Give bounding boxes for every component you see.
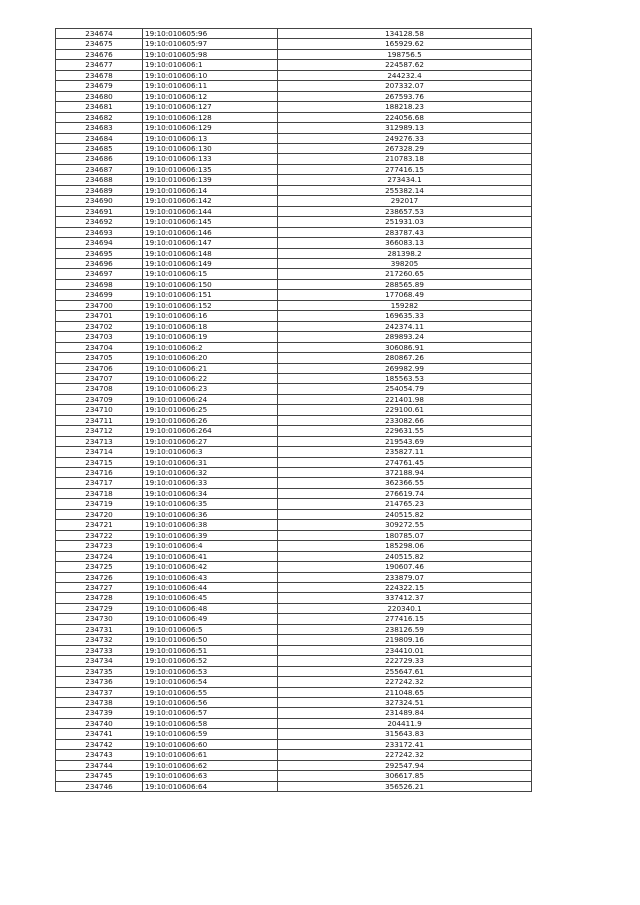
cadastral-value-cell: 327324.51 bbox=[278, 698, 532, 708]
cadastral-number-cell: 19:10:010606:48 bbox=[143, 603, 278, 613]
row-id-cell: 234713 bbox=[56, 436, 143, 446]
cadastral-value-cell: 255382.14 bbox=[278, 185, 532, 195]
cadastral-number-cell: 19:10:010606:41 bbox=[143, 551, 278, 561]
row-id-cell: 234733 bbox=[56, 645, 143, 655]
cadastral-value-cell: 255647.61 bbox=[278, 666, 532, 676]
cadastral-number-cell: 19:10:010606:5 bbox=[143, 624, 278, 634]
table-row bbox=[56, 196, 532, 206]
cadastral-value-cell: 274761.45 bbox=[278, 457, 532, 467]
row-id-cell: 234746 bbox=[56, 781, 143, 791]
cadastral-value-cell: 251931.03 bbox=[278, 217, 532, 227]
table-row bbox=[56, 593, 532, 603]
cadastral-number-cell: 19:10:010606:264 bbox=[143, 426, 278, 436]
row-id-cell: 234676 bbox=[56, 49, 143, 59]
row-id-cell: 234710 bbox=[56, 405, 143, 415]
cadastral-number-cell: 19:10:010606:149 bbox=[143, 258, 278, 268]
cadastral-value-cell: 238657.53 bbox=[278, 206, 532, 216]
cadastral-number-cell: 19:10:010606:1 bbox=[143, 60, 278, 70]
cadastral-number-cell: 19:10:010606:61 bbox=[143, 750, 278, 760]
cadastral-number-cell: 19:10:010606:27 bbox=[143, 436, 278, 446]
cadastral-value-cell: 210783.18 bbox=[278, 154, 532, 164]
table-row bbox=[56, 541, 532, 551]
cadastral-value-cell: 224587.62 bbox=[278, 60, 532, 70]
row-id-cell: 234743 bbox=[56, 750, 143, 760]
row-id-cell: 234679 bbox=[56, 81, 143, 91]
cadastral-number-cell: 19:10:010606:144 bbox=[143, 206, 278, 216]
row-id-cell: 234719 bbox=[56, 499, 143, 509]
row-id-cell: 234699 bbox=[56, 290, 143, 300]
cadastral-number-cell: 19:10:010606:64 bbox=[143, 781, 278, 791]
cadastral-number-cell: 19:10:010606:16 bbox=[143, 311, 278, 321]
row-id-cell: 234702 bbox=[56, 321, 143, 331]
cadastral-value-cell: 309272.55 bbox=[278, 520, 532, 530]
row-id-cell: 234740 bbox=[56, 718, 143, 728]
cadastral-value-cell: 165929.62 bbox=[278, 39, 532, 49]
cadastral-number-cell: 19:10:010606:52 bbox=[143, 656, 278, 666]
cadastral-value-cell: 221401.98 bbox=[278, 394, 532, 404]
cadastral-value-cell: 289893.24 bbox=[278, 332, 532, 342]
table-row bbox=[56, 520, 532, 530]
cadastral-value-cell: 269982.99 bbox=[278, 363, 532, 373]
cadastral-value-cell: 185298.06 bbox=[278, 541, 532, 551]
cadastral-number-cell: 19:10:010606:145 bbox=[143, 217, 278, 227]
cadastral-value-cell: 242374.11 bbox=[278, 321, 532, 331]
cadastral-value-cell: 267593.76 bbox=[278, 91, 532, 101]
cadastral-number-cell: 19:10:010606:128 bbox=[143, 112, 278, 122]
row-id-cell: 234732 bbox=[56, 635, 143, 645]
cadastral-number-cell: 19:10:010606:60 bbox=[143, 739, 278, 749]
cadastral-value-cell: 159282 bbox=[278, 300, 532, 310]
row-id-cell: 234698 bbox=[56, 279, 143, 289]
table-row bbox=[56, 468, 532, 478]
table-row bbox=[56, 112, 532, 122]
cadastral-value-cell: 227242.32 bbox=[278, 677, 532, 687]
table-row bbox=[56, 551, 532, 561]
row-id-cell: 234691 bbox=[56, 206, 143, 216]
table-row bbox=[56, 321, 532, 331]
cadastral-number-cell: 19:10:010606:43 bbox=[143, 572, 278, 582]
row-id-cell: 234688 bbox=[56, 175, 143, 185]
cadastral-number-cell: 19:10:010606:39 bbox=[143, 530, 278, 540]
cadastral-value-cell: 362366.55 bbox=[278, 478, 532, 488]
table-row bbox=[56, 750, 532, 760]
cadastral-value-cell: 267328.29 bbox=[278, 143, 532, 153]
row-id-cell: 234708 bbox=[56, 384, 143, 394]
cadastral-value-cell: 315643.83 bbox=[278, 729, 532, 739]
table-row bbox=[56, 49, 532, 59]
row-id-cell: 234680 bbox=[56, 91, 143, 101]
cadastral-value-cell: 244232.4 bbox=[278, 70, 532, 80]
table-row bbox=[56, 154, 532, 164]
row-id-cell: 234682 bbox=[56, 112, 143, 122]
cadastral-value-cell: 217260.65 bbox=[278, 269, 532, 279]
cadastral-number-cell: 19:10:010606:139 bbox=[143, 175, 278, 185]
cadastral-number-cell: 19:10:010605:96 bbox=[143, 29, 278, 39]
cadastral-number-cell: 19:10:010606:38 bbox=[143, 520, 278, 530]
table-row bbox=[56, 781, 532, 791]
cadastral-number-cell: 19:10:010606:36 bbox=[143, 509, 278, 519]
row-id-cell: 234737 bbox=[56, 687, 143, 697]
row-id-cell: 234701 bbox=[56, 311, 143, 321]
table-row bbox=[56, 677, 532, 687]
row-id-cell: 234675 bbox=[56, 39, 143, 49]
cadastral-number-cell: 19:10:010606:24 bbox=[143, 394, 278, 404]
cadastral-number-cell: 19:10:010606:11 bbox=[143, 81, 278, 91]
table-row bbox=[56, 687, 532, 697]
row-id-cell: 234695 bbox=[56, 248, 143, 258]
cadastral-number-cell: 19:10:010606:62 bbox=[143, 760, 278, 770]
cadastral-number-cell: 19:10:010606:151 bbox=[143, 290, 278, 300]
row-id-cell: 234730 bbox=[56, 614, 143, 624]
cadastral-number-cell: 19:10:010606:22 bbox=[143, 373, 278, 383]
table-row bbox=[56, 238, 532, 248]
row-id-cell: 234744 bbox=[56, 760, 143, 770]
cadastral-number-cell: 19:10:010605:97 bbox=[143, 39, 278, 49]
table-row bbox=[56, 123, 532, 133]
cadastral-number-cell: 19:10:010606:3 bbox=[143, 447, 278, 457]
cadastral-number-cell: 19:10:010606:15 bbox=[143, 269, 278, 279]
table-row bbox=[56, 394, 532, 404]
row-id-cell: 234693 bbox=[56, 227, 143, 237]
row-id-cell: 234711 bbox=[56, 415, 143, 425]
cadastral-value-table bbox=[55, 28, 532, 792]
cadastral-value-cell: 233172.41 bbox=[278, 739, 532, 749]
table-row bbox=[56, 39, 532, 49]
cadastral-value-cell: 372188.94 bbox=[278, 468, 532, 478]
cadastral-value-cell: 249276.33 bbox=[278, 133, 532, 143]
cadastral-value-cell: 211048.65 bbox=[278, 687, 532, 697]
cadastral-value-cell: 281398.2 bbox=[278, 248, 532, 258]
cadastral-value-cell: 234410.01 bbox=[278, 645, 532, 655]
table-row bbox=[56, 635, 532, 645]
table-row bbox=[56, 426, 532, 436]
cadastral-number-cell: 19:10:010606:50 bbox=[143, 635, 278, 645]
table-row bbox=[56, 175, 532, 185]
cadastral-value-cell: 280867.26 bbox=[278, 353, 532, 363]
cadastral-value-cell: 283787.43 bbox=[278, 227, 532, 237]
cadastral-value-cell: 277416.15 bbox=[278, 614, 532, 624]
cadastral-number-cell: 19:10:010606:59 bbox=[143, 729, 278, 739]
cadastral-value-cell: 185563.53 bbox=[278, 373, 532, 383]
table-row bbox=[56, 562, 532, 572]
table-row bbox=[56, 217, 532, 227]
table-row bbox=[56, 258, 532, 268]
table-row bbox=[56, 771, 532, 781]
cadastral-number-cell: 19:10:010606:130 bbox=[143, 143, 278, 153]
cadastral-value-cell: 180785.07 bbox=[278, 530, 532, 540]
row-id-cell: 234696 bbox=[56, 258, 143, 268]
cadastral-value-cell: 312989.13 bbox=[278, 123, 532, 133]
table-row bbox=[56, 332, 532, 342]
row-id-cell: 234686 bbox=[56, 154, 143, 164]
cadastral-number-cell: 19:10:010606:53 bbox=[143, 666, 278, 676]
table-row bbox=[56, 102, 532, 112]
row-id-cell: 234720 bbox=[56, 509, 143, 519]
row-id-cell: 234731 bbox=[56, 624, 143, 634]
row-id-cell: 234734 bbox=[56, 656, 143, 666]
cadastral-value-cell: 292547.94 bbox=[278, 760, 532, 770]
table-row bbox=[56, 530, 532, 540]
cadastral-value-cell: 224056.68 bbox=[278, 112, 532, 122]
cadastral-value-cell: 306617.85 bbox=[278, 771, 532, 781]
cadastral-value-cell: 169635.33 bbox=[278, 311, 532, 321]
table-row bbox=[56, 60, 532, 70]
row-id-cell: 234678 bbox=[56, 70, 143, 80]
cadastral-value-cell: 198756.5 bbox=[278, 49, 532, 59]
table-row bbox=[56, 666, 532, 676]
row-id-cell: 234716 bbox=[56, 468, 143, 478]
cadastral-value-cell: 207332.07 bbox=[278, 81, 532, 91]
row-id-cell: 234687 bbox=[56, 164, 143, 174]
table-row bbox=[56, 478, 532, 488]
cadastral-value-cell: 231489.84 bbox=[278, 708, 532, 718]
cadastral-value-cell: 398205 bbox=[278, 258, 532, 268]
cadastral-value-cell: 337412.37 bbox=[278, 593, 532, 603]
table-row bbox=[56, 269, 532, 279]
cadastral-number-cell: 19:10:010606:26 bbox=[143, 415, 278, 425]
row-id-cell: 234714 bbox=[56, 447, 143, 457]
row-id-cell: 234723 bbox=[56, 541, 143, 551]
table-row bbox=[56, 311, 532, 321]
row-id-cell: 234738 bbox=[56, 698, 143, 708]
table-row bbox=[56, 342, 532, 352]
row-id-cell: 234712 bbox=[56, 426, 143, 436]
cadastral-value-cell: 219809.16 bbox=[278, 635, 532, 645]
row-id-cell: 234745 bbox=[56, 771, 143, 781]
cadastral-value-cell: 204411.9 bbox=[278, 718, 532, 728]
cadastral-value-cell: 240515.82 bbox=[278, 509, 532, 519]
cadastral-value-cell: 214765.23 bbox=[278, 499, 532, 509]
cadastral-number-cell: 19:10:010606:58 bbox=[143, 718, 278, 728]
table-row bbox=[56, 718, 532, 728]
table-row bbox=[56, 760, 532, 770]
row-id-cell: 234727 bbox=[56, 583, 143, 593]
cadastral-number-cell: 19:10:010606:44 bbox=[143, 583, 278, 593]
cadastral-value-cell: 220340.1 bbox=[278, 603, 532, 613]
cadastral-number-cell: 19:10:010606:129 bbox=[143, 123, 278, 133]
row-id-cell: 234721 bbox=[56, 520, 143, 530]
cadastral-value-cell: 177068.49 bbox=[278, 290, 532, 300]
row-id-cell: 234694 bbox=[56, 238, 143, 248]
row-id-cell: 234684 bbox=[56, 133, 143, 143]
row-id-cell: 234690 bbox=[56, 196, 143, 206]
table-row bbox=[56, 353, 532, 363]
cadastral-number-cell: 19:10:010606:35 bbox=[143, 499, 278, 509]
cadastral-value-cell: 233082.66 bbox=[278, 415, 532, 425]
cadastral-number-cell: 19:10:010606:19 bbox=[143, 332, 278, 342]
row-id-cell: 234683 bbox=[56, 123, 143, 133]
table-row bbox=[56, 457, 532, 467]
cadastral-number-cell: 19:10:010606:142 bbox=[143, 196, 278, 206]
table-row bbox=[56, 739, 532, 749]
row-id-cell: 234700 bbox=[56, 300, 143, 310]
cadastral-value-cell: 134128.58 bbox=[278, 29, 532, 39]
cadastral-value-cell: 254054.79 bbox=[278, 384, 532, 394]
cadastral-number-cell: 19:10:010606:4 bbox=[143, 541, 278, 551]
row-id-cell: 234697 bbox=[56, 269, 143, 279]
cadastral-value-cell: 235827.11 bbox=[278, 447, 532, 457]
row-id-cell: 234735 bbox=[56, 666, 143, 676]
row-id-cell: 234685 bbox=[56, 143, 143, 153]
table-row bbox=[56, 384, 532, 394]
cadastral-number-cell: 19:10:010606:42 bbox=[143, 562, 278, 572]
table-row bbox=[56, 70, 532, 80]
cadastral-number-cell: 19:10:010606:127 bbox=[143, 102, 278, 112]
cadastral-value-cell: 240515.82 bbox=[278, 551, 532, 561]
table-row bbox=[56, 656, 532, 666]
row-id-cell: 234709 bbox=[56, 394, 143, 404]
row-id-cell: 234715 bbox=[56, 457, 143, 467]
row-id-cell: 234726 bbox=[56, 572, 143, 582]
table-row bbox=[56, 373, 532, 383]
cadastral-number-cell: 19:10:010606:152 bbox=[143, 300, 278, 310]
cadastral-number-cell: 19:10:010606:20 bbox=[143, 353, 278, 363]
row-id-cell: 234692 bbox=[56, 217, 143, 227]
cadastral-number-cell: 19:10:010606:10 bbox=[143, 70, 278, 80]
cadastral-number-cell: 19:10:010606:133 bbox=[143, 154, 278, 164]
cadastral-value-cell: 229631.55 bbox=[278, 426, 532, 436]
cadastral-number-cell: 19:10:010606:14 bbox=[143, 185, 278, 195]
cadastral-value-cell: 366083.13 bbox=[278, 238, 532, 248]
cadastral-number-cell: 19:10:010606:21 bbox=[143, 363, 278, 373]
cadastral-number-cell: 19:10:010606:150 bbox=[143, 279, 278, 289]
cadastral-value-cell: 273434.1 bbox=[278, 175, 532, 185]
row-id-cell: 234703 bbox=[56, 332, 143, 342]
row-id-cell: 234739 bbox=[56, 708, 143, 718]
cadastral-number-cell: 19:10:010606:45 bbox=[143, 593, 278, 603]
cadastral-number-cell: 19:10:010606:13 bbox=[143, 133, 278, 143]
row-id-cell: 234705 bbox=[56, 353, 143, 363]
table-row bbox=[56, 133, 532, 143]
cadastral-value-cell: 219543.69 bbox=[278, 436, 532, 446]
cadastral-value-cell: 190607.46 bbox=[278, 562, 532, 572]
cadastral-value-cell: 288565.89 bbox=[278, 279, 532, 289]
table-row bbox=[56, 614, 532, 624]
cadastral-number-cell: 19:10:010606:2 bbox=[143, 342, 278, 352]
cadastral-number-cell: 19:10:010606:147 bbox=[143, 238, 278, 248]
table-row bbox=[56, 227, 532, 237]
table-row bbox=[56, 603, 532, 613]
table-row bbox=[56, 708, 532, 718]
cadastral-value-cell: 356526.21 bbox=[278, 781, 532, 791]
cadastral-number-cell: 19:10:010606:56 bbox=[143, 698, 278, 708]
cadastral-number-cell: 19:10:010606:32 bbox=[143, 468, 278, 478]
row-id-cell: 234707 bbox=[56, 373, 143, 383]
table-row bbox=[56, 509, 532, 519]
cadastral-value-cell: 224322.15 bbox=[278, 583, 532, 593]
table-row bbox=[56, 185, 532, 195]
row-id-cell: 234728 bbox=[56, 593, 143, 603]
table-row bbox=[56, 29, 532, 39]
cadastral-number-cell: 19:10:010606:51 bbox=[143, 645, 278, 655]
table-row bbox=[56, 405, 532, 415]
cadastral-value-cell: 233879.07 bbox=[278, 572, 532, 582]
cadastral-number-cell: 19:10:010606:12 bbox=[143, 91, 278, 101]
row-id-cell: 234724 bbox=[56, 551, 143, 561]
table-row bbox=[56, 363, 532, 373]
table-body bbox=[56, 29, 532, 792]
cadastral-value-cell: 306086.91 bbox=[278, 342, 532, 352]
cadastral-number-cell: 19:10:010605:98 bbox=[143, 49, 278, 59]
table-row bbox=[56, 290, 532, 300]
row-id-cell: 234718 bbox=[56, 488, 143, 498]
cadastral-number-cell: 19:10:010606:54 bbox=[143, 677, 278, 687]
row-id-cell: 234741 bbox=[56, 729, 143, 739]
row-id-cell: 234722 bbox=[56, 530, 143, 540]
table-row bbox=[56, 572, 532, 582]
row-id-cell: 234689 bbox=[56, 185, 143, 195]
table-row bbox=[56, 645, 532, 655]
cadastral-value-cell: 222729.33 bbox=[278, 656, 532, 666]
table-row bbox=[56, 143, 532, 153]
table-row bbox=[56, 248, 532, 258]
cadastral-number-cell: 19:10:010606:148 bbox=[143, 248, 278, 258]
cadastral-number-cell: 19:10:010606:55 bbox=[143, 687, 278, 697]
table-row bbox=[56, 300, 532, 310]
cadastral-number-cell: 19:10:010606:146 bbox=[143, 227, 278, 237]
table-row bbox=[56, 729, 532, 739]
cadastral-number-cell: 19:10:010606:34 bbox=[143, 488, 278, 498]
row-id-cell: 234677 bbox=[56, 60, 143, 70]
cadastral-value-cell: 188218.23 bbox=[278, 102, 532, 112]
table-row bbox=[56, 415, 532, 425]
cadastral-value-cell: 227242.32 bbox=[278, 750, 532, 760]
row-id-cell: 234704 bbox=[56, 342, 143, 352]
table-row bbox=[56, 499, 532, 509]
cadastral-value-cell: 292017 bbox=[278, 196, 532, 206]
table-row bbox=[56, 698, 532, 708]
row-id-cell: 234736 bbox=[56, 677, 143, 687]
cadastral-number-cell: 19:10:010606:33 bbox=[143, 478, 278, 488]
row-id-cell: 234681 bbox=[56, 102, 143, 112]
row-id-cell: 234674 bbox=[56, 29, 143, 39]
table-row bbox=[56, 436, 532, 446]
cadastral-number-cell: 19:10:010606:18 bbox=[143, 321, 278, 331]
table-row bbox=[56, 164, 532, 174]
cadastral-value-cell: 229100.61 bbox=[278, 405, 532, 415]
table-row bbox=[56, 447, 532, 457]
row-id-cell: 234706 bbox=[56, 363, 143, 373]
cadastral-number-cell: 19:10:010606:49 bbox=[143, 614, 278, 624]
cadastral-value-cell: 276619.74 bbox=[278, 488, 532, 498]
row-id-cell: 234725 bbox=[56, 562, 143, 572]
cadastral-number-cell: 19:10:010606:25 bbox=[143, 405, 278, 415]
cadastral-number-cell: 19:10:010606:31 bbox=[143, 457, 278, 467]
cadastral-number-cell: 19:10:010606:23 bbox=[143, 384, 278, 394]
cadastral-number-cell: 19:10:010606:135 bbox=[143, 164, 278, 174]
cadastral-value-cell: 277416.15 bbox=[278, 164, 532, 174]
row-id-cell: 234742 bbox=[56, 739, 143, 749]
table-row bbox=[56, 488, 532, 498]
cadastral-number-cell: 19:10:010606:63 bbox=[143, 771, 278, 781]
cadastral-value-cell: 238126.59 bbox=[278, 624, 532, 634]
cadastral-number-cell: 19:10:010606:57 bbox=[143, 708, 278, 718]
table-row bbox=[56, 81, 532, 91]
table-row bbox=[56, 206, 532, 216]
row-id-cell: 234717 bbox=[56, 478, 143, 488]
table-row bbox=[56, 624, 532, 634]
table-row bbox=[56, 279, 532, 289]
table-row bbox=[56, 583, 532, 593]
row-id-cell: 234729 bbox=[56, 603, 143, 613]
table-row bbox=[56, 91, 532, 101]
